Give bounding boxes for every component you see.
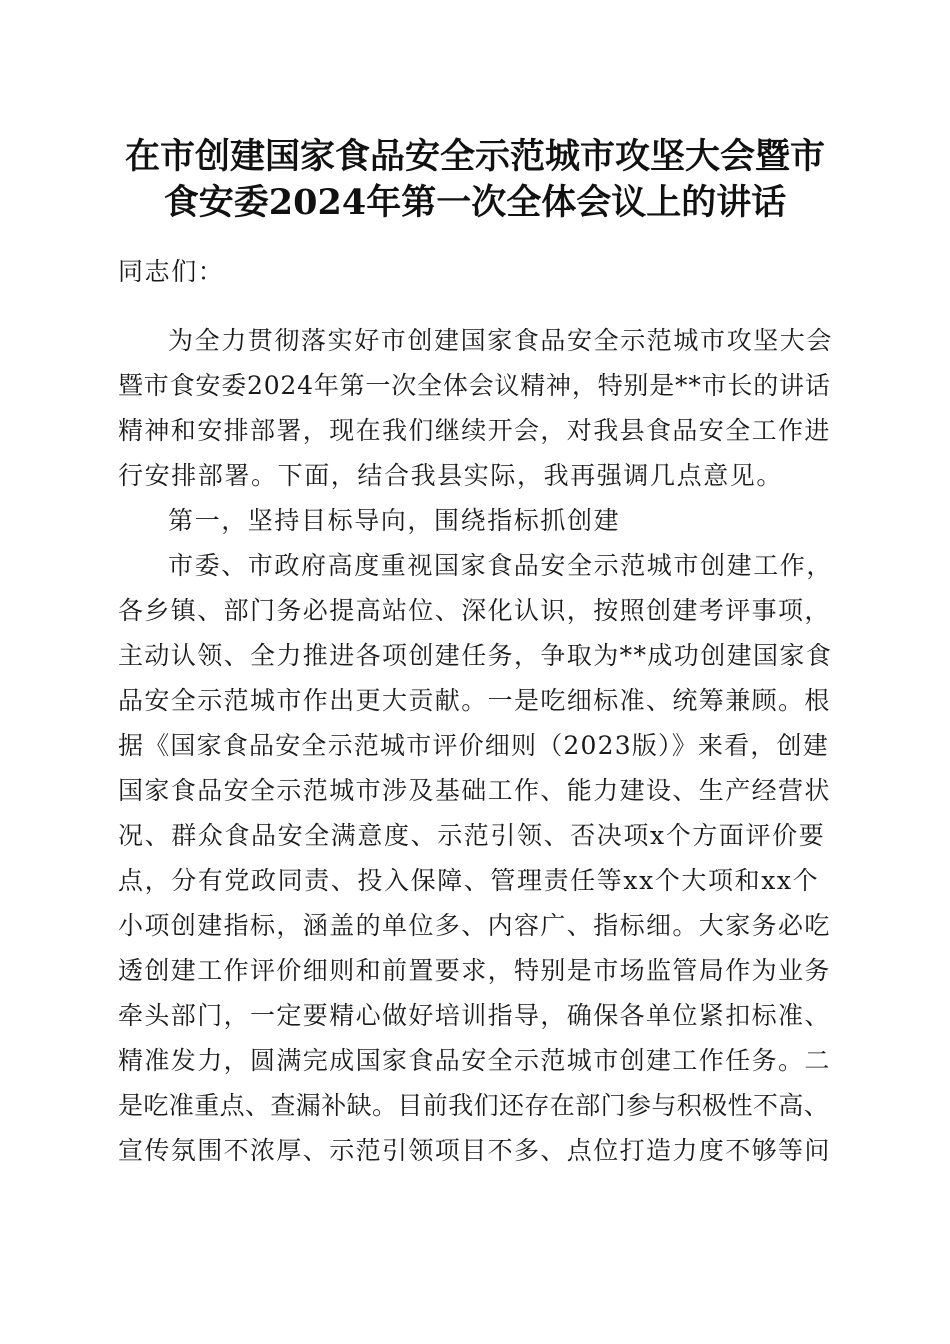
paragraph-line: 透创建工作评价细则和前置要求，特别是市场监管局作为业务	[118, 956, 831, 985]
paragraph-line: 况、群众食品安全满意度、示范引领、否决项x个方面评价要	[118, 821, 826, 850]
paragraph-line: 宣传氛围不浓厚、示范引领项目不多、点位打造力度不够等问	[118, 1136, 831, 1165]
document-title-line-2: 食安委2024年第一次全体会议上的讲话	[163, 182, 787, 223]
paragraph-line: 据《国家食品安全示范城市评价细则（2023版）》来看，创建	[118, 731, 829, 760]
paragraph-line: 各乡镇、部门务必提高站位、深化认识，按照创建考评事项，	[118, 596, 831, 625]
salutation: 同志们：	[118, 257, 225, 286]
paragraph-line: 是吃准重点、查漏补缺。目前我们还存在部门参与积极性不高、	[118, 1091, 830, 1120]
paragraph-line: 精神和安排部署，现在我们继续开会，对我县食品安全工作进	[118, 416, 831, 445]
paragraph-line: 小项创建指标，涵盖的单位多、内容广、指标细。大家务必吃	[118, 911, 831, 940]
paragraph-line: 行安排部署。下面，结合我县实际，我再强调几点意见。	[118, 461, 784, 490]
document-title-line-1: 在市创建国家食品安全示范城市攻坚大会暨市	[124, 136, 825, 177]
paragraph-line: 品安全示范城市作出更大贡献。一是吃细标准、统筹兼顾。根	[118, 686, 831, 715]
paragraph-line: 点，分有党政同责、投入保障、管理责任等xx个大项和xx个	[118, 866, 820, 895]
paragraph-line: 暨市食安委2024年第一次全体会议精神，特别是**市长的讲话	[118, 371, 831, 400]
paragraph-line: 主动认领、全力推进各项创建任务，争取为**成功创建国家食	[118, 641, 833, 670]
paragraph-line: 国家食品安全示范城市涉及基础工作、能力建设、生产经营状	[118, 776, 831, 805]
section-heading: 第一，坚持目标导向，围绕指标抓创建	[168, 506, 621, 535]
paragraph-line: 为全力贯彻落实好市创建国家食品安全示范城市攻坚大会	[168, 326, 834, 355]
paragraph-line: 精准发力，圆满完成国家食品安全示范城市创建工作任务。二	[118, 1046, 831, 1075]
paragraph-line: 牵头部门，一定要精心做好培训指导，确保各单位紧扣标准、	[118, 1001, 831, 1030]
paragraph-line: 市委、市政府高度重视国家食品安全示范城市创建工作，	[168, 551, 834, 580]
